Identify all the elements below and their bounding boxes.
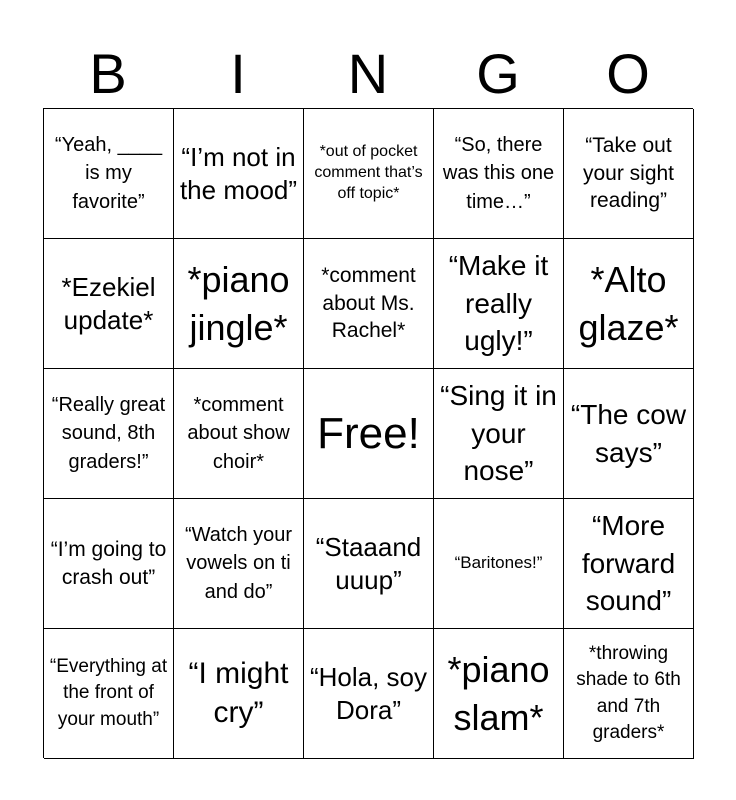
bingo-cell[interactable] — [44, 109, 174, 239]
cell-text: “Make it really ugly!” — [448, 249, 549, 357]
bingo-cell[interactable] — [304, 109, 434, 239]
bingo-cell[interactable] — [304, 629, 434, 759]
bingo-cell[interactable] — [434, 499, 564, 629]
cell-text: *piano slam* — [447, 648, 550, 738]
cell-text: *Ezekiel update* — [61, 272, 156, 335]
cell-text: “Staaand uuup” — [315, 532, 422, 595]
cell-text: *comment about show choir* — [187, 393, 290, 473]
bingo-cell[interactable] — [44, 239, 174, 369]
bingo-cell[interactable] — [174, 239, 304, 369]
header-letter-g: G — [476, 42, 520, 105]
cell-text: “Yeah, ____ is my favorite” — [54, 133, 163, 213]
bingo-cell[interactable] — [434, 629, 564, 759]
cell-text: “More forward sound” — [581, 509, 676, 617]
bingo-cell[interactable] — [304, 499, 434, 629]
bingo-cell[interactable] — [44, 369, 174, 499]
cell-text: “Sing it in your nose” — [440, 379, 557, 487]
bingo-cell[interactable] — [174, 499, 304, 629]
cell-text: *piano jingle* — [187, 258, 290, 348]
cell-text: “So, there was this one time…” — [442, 133, 555, 213]
bingo-board — [43, 108, 693, 758]
header-letter-b: B — [89, 42, 127, 105]
cell-text: “The cow says” — [570, 398, 687, 468]
cell-text: *throwing shade to 6th and 7th graders* — [576, 643, 681, 743]
cell-text: “I’m not in the mood” — [179, 142, 298, 205]
bingo-cell[interactable] — [564, 109, 694, 239]
cell-text: “Really great sound, 8th graders!” — [51, 393, 166, 473]
header-letter-n: N — [347, 42, 389, 105]
cell-text: *out of pocket comment that’s off topic* — [314, 143, 423, 202]
cell-text: “Everything at the front of your mouth” — [49, 656, 168, 730]
bingo-cell[interactable] — [44, 499, 174, 629]
cell-text: *comment about Ms. Rachel* — [321, 263, 416, 343]
bingo-cell[interactable] — [564, 629, 694, 759]
free-space-label: Free! — [317, 408, 420, 458]
cell-text: “Baritones!” — [454, 553, 543, 573]
bingo-cell[interactable] — [564, 239, 694, 369]
header-letter-o: O — [606, 42, 650, 105]
cell-text: “Hola, soy Dora” — [309, 662, 428, 725]
cell-text: “I’m going to crash out” — [50, 537, 167, 589]
bingo-cell[interactable] — [564, 369, 694, 499]
free-space[interactable] — [304, 369, 434, 499]
bingo-cell[interactable] — [564, 499, 694, 629]
bingo-cell[interactable] — [44, 629, 174, 759]
header-letter-i: I — [230, 42, 246, 105]
cell-text: “Watch your vowels on ti and do” — [184, 523, 293, 603]
bingo-cell[interactable] — [174, 109, 304, 239]
bingo-cell[interactable] — [174, 369, 304, 499]
bingo-cell[interactable] — [304, 239, 434, 369]
bingo-cell[interactable] — [174, 629, 304, 759]
bingo-cell[interactable] — [434, 239, 564, 369]
cell-text: “I might cry” — [188, 657, 289, 729]
cell-text: *Alto glaze* — [578, 258, 679, 348]
cell-text: “Take out your sight reading” — [582, 133, 675, 213]
bingo-cell[interactable] — [434, 109, 564, 239]
bingo-cell[interactable] — [434, 369, 564, 499]
bingo-header — [43, 40, 693, 108]
